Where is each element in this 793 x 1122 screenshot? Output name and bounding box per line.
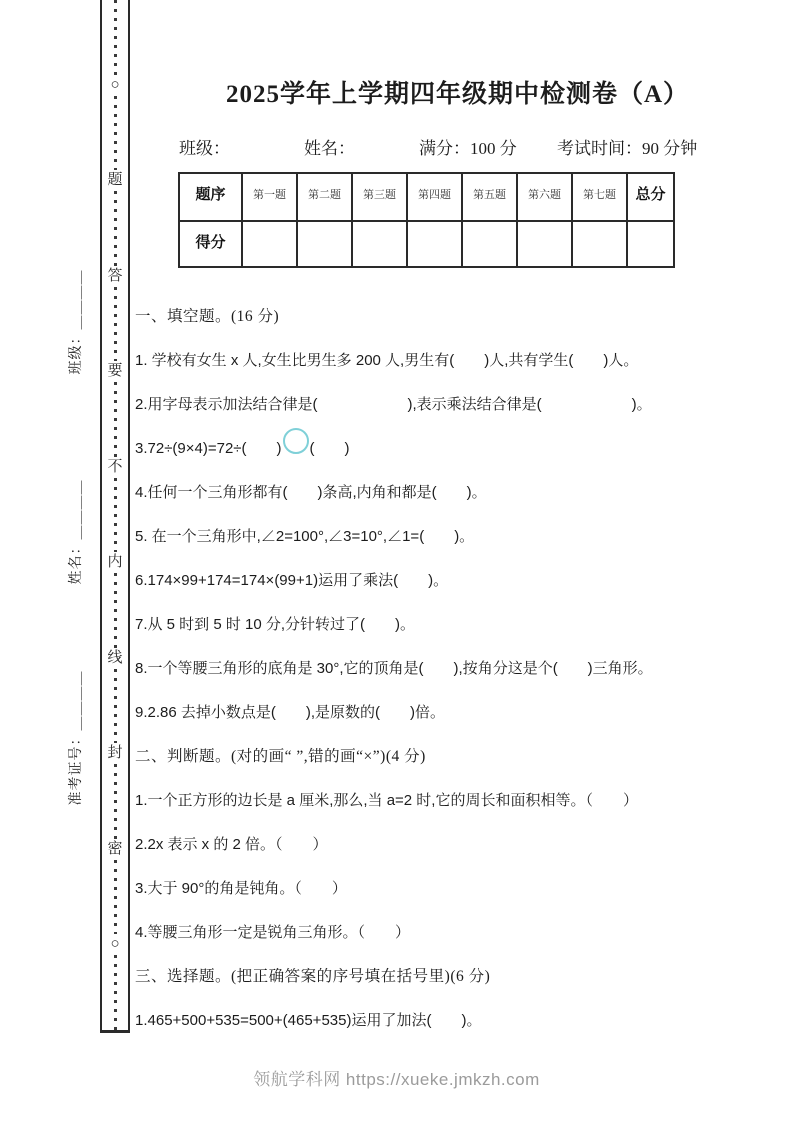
header-question-6: 第六题 [517, 173, 572, 221]
exam-info-line [135, 134, 780, 159]
seal-dotted-line [114, 860, 117, 935]
margin-field-name: 姓名：＿＿＿＿ [69, 479, 84, 585]
fill-blank-question-3 [135, 425, 780, 469]
judge-question-2: 2.2x 表示 x 的 2 倍。（ ） [135, 835, 328, 853]
judge-question-1: 1.一个正方形的边长是 a 厘米,那么,当 a=2 时,它的周长和面积相等。（ ） [135, 791, 638, 809]
score-table-header-row [179, 173, 674, 221]
seal-char: 内 [107, 554, 123, 571]
seal-char: 封 [107, 745, 123, 762]
seal-dotted-line [114, 382, 117, 457]
operation-circle-blank [283, 428, 309, 454]
header-question-1: 第一题 [242, 173, 297, 221]
fill-blank-question-3-after: ( ) [309, 439, 350, 457]
fill-blank-question-9: 9.2.86 去掉小数点是( ),是原数的( )倍。 [135, 703, 446, 721]
seal-circle-top: ○ [110, 76, 120, 93]
seal-char: 线 [107, 649, 123, 666]
score-cell-q3 [352, 221, 407, 267]
seal-dotted-line [114, 764, 117, 839]
seal-dotted-line [114, 478, 117, 553]
score-cell-total [627, 221, 674, 267]
seal-dotted-line [114, 96, 117, 171]
seal-line-strip [100, 0, 130, 1033]
header-question-2: 第二题 [297, 173, 352, 221]
header-question-4: 第四题 [407, 173, 462, 221]
seal-line-sequence [102, 0, 128, 1030]
fill-blank-question-1: 1. 学校有女生 x 人,女生比男生多 200 人,男生有( )人,共有学生( )人。 [135, 351, 639, 369]
seal-dotted-line [114, 669, 117, 744]
score-cell-q6 [517, 221, 572, 267]
seal-dotted-line [114, 955, 117, 1030]
fill-blank-question-7: 7.从 5 时到 5 时 10 分,分针转过了( )。 [135, 615, 416, 633]
margin-field-class: 班级：＿＿＿＿ [69, 269, 84, 375]
seal-char: 密 [107, 840, 123, 857]
header-total-score: 总分 [627, 173, 674, 221]
exam-content [135, 0, 780, 1122]
seal-circle-bottom: ○ [110, 936, 120, 953]
score-table [178, 172, 675, 268]
judge-question-4: 4.等腰三角形一定是锐角三角形。（ ） [135, 923, 411, 941]
question-area [135, 293, 780, 1041]
seal-dotted-line [114, 191, 117, 266]
score-table-score-row [179, 221, 674, 267]
choice-question-1: 1.465+500+535=500+(465+535)运用了加法( )。 [135, 1011, 482, 1029]
fill-blank-question-4: 4.任何一个三角形都有( )条高,内角和都是( )。 [135, 483, 487, 501]
section-3-heading: 三、选择题。(把正确答案的序号填在括号里)(6 分) [135, 968, 491, 985]
name-fill-field: 姓名： [304, 139, 355, 158]
fill-blank-question-3-before: 3.72÷(9×4)=72÷( ) [135, 439, 282, 457]
seal-char: 题 [107, 172, 123, 189]
section-1-heading: 一、填空题。(16 分) [135, 308, 280, 325]
fill-blank-question-6: 6.174×99+174=174×(99+1)运用了乘法( )。 [135, 571, 449, 589]
seal-char: 要 [107, 363, 123, 380]
judge-question-3: 3.大于 90°的角是钝角。（ ） [135, 879, 347, 897]
section-2-heading: 二、判断题。(对的画“ ”,错的画“×”)(4 分) [135, 748, 426, 765]
score-cell-q2 [297, 221, 352, 267]
full-score-label: 满分：100 分 [419, 139, 517, 158]
margin-field-admission-number: 准考证号：＿＿＿＿ [69, 670, 84, 806]
score-row-label: 得分 [179, 221, 242, 267]
fill-blank-question-8: 8.一个等腰三角形的底角是 30°,它的顶角是( ),按角分这是个( )三角形。 [135, 659, 653, 677]
header-question-5: 第五题 [462, 173, 517, 221]
fill-blank-question-5: 5. 在一个三角形中,∠2=100°,∠3=10°,∠1=( )。 [135, 527, 475, 545]
class-fill-field: 班级： [179, 139, 230, 158]
fill-blank-question-2: 2.用字母表示加法结合律是( ),表示乘法结合律是( )。 [135, 395, 652, 413]
site-watermark: 领航学科网 https://xueke.jmkzh.com [253, 1070, 540, 1089]
seal-char: 不 [107, 458, 123, 475]
seal-dotted-line [114, 0, 117, 75]
seal-char: 答 [107, 267, 123, 284]
score-cell-q1 [242, 221, 297, 267]
header-question-3: 第三题 [352, 173, 407, 221]
seal-dotted-line [114, 287, 117, 362]
header-question-7: 第七题 [572, 173, 627, 221]
score-cell-q5 [462, 221, 517, 267]
score-cell-q7 [572, 221, 627, 267]
header-question-order: 题序 [179, 173, 242, 221]
exam-time-label: 考试时间：90 分钟 [557, 139, 698, 158]
seal-dotted-line [114, 573, 117, 648]
page-title: 2025学年上学期四年级期中检测卷（A） [225, 81, 690, 108]
score-cell-q4 [407, 221, 462, 267]
